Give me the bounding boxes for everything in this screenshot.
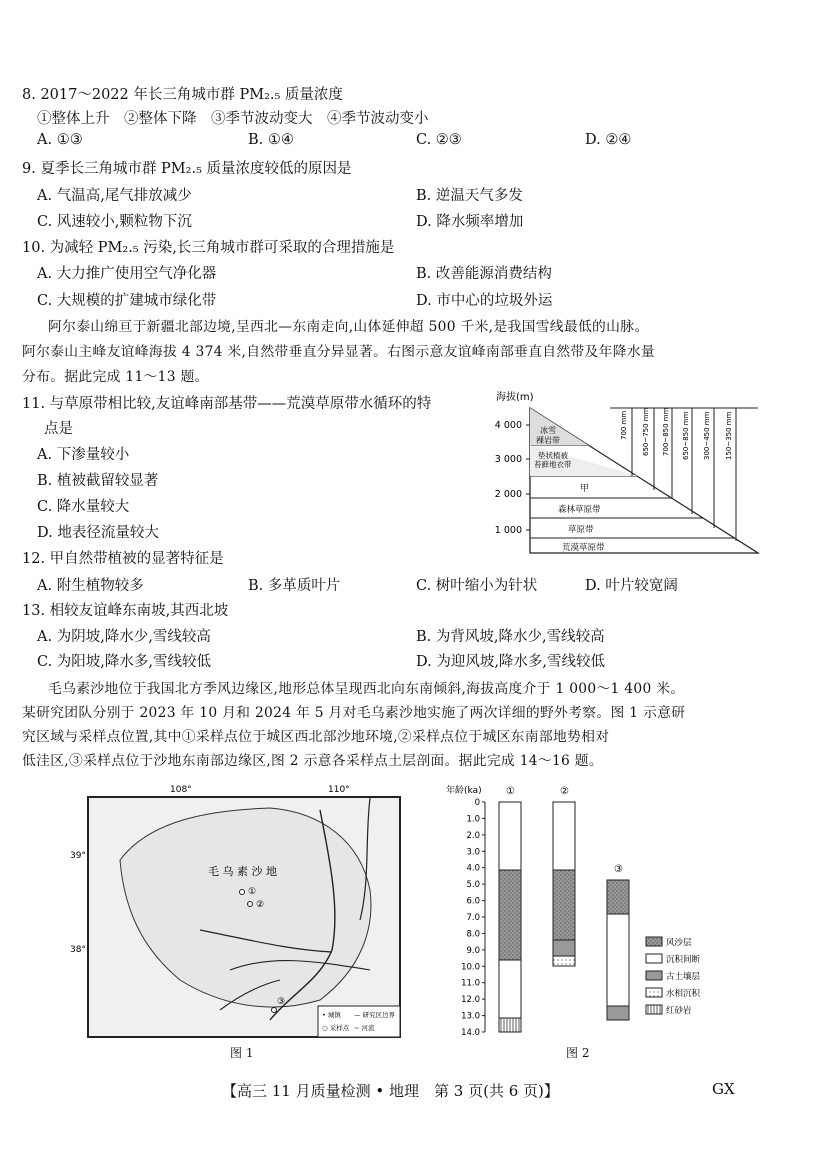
legend-sand: 风沙层 [666,938,692,948]
zone-cushion-l2: 苔藓地衣带 [534,460,572,469]
altitude-ylabel: 海拔(m) [496,392,534,403]
zone-cushion [534,450,572,469]
q8-option-a: A. ①③ [37,132,83,148]
lat-38: 38° [70,945,86,955]
column-1-red-sandstone [499,1018,521,1032]
sample-label-3: ③ [277,997,286,1007]
column-3-paleosol [607,1006,629,1020]
legend-sample: ○ 采样点 [322,1024,350,1032]
altitude-tick-1000: 1 000 [494,525,522,536]
lon-110: 110° [328,785,350,795]
q10-option-c: C. 大规模的扩建城市绿化带 [37,293,217,309]
column-label-2: ② [560,786,569,797]
q12-option-a: A. 附生植物较多 [37,578,144,594]
altitude-tick-2000: 2 000 [494,489,522,500]
zone-desert-steppe: 荒漠草原带 [562,543,605,553]
q8-option-c: C. ②③ [416,132,462,148]
q13-option-b: B. 为背风坡,降水少,雪线较高 [416,629,605,645]
q12-option-c: C. 树叶缩小为针状 [416,578,538,594]
profile-tick-label: 6.0 [466,896,480,907]
column-label-3: ③ [614,864,623,875]
altitude-zone-figure [460,388,760,563]
q11-option-b: B. 植被截留较显著 [37,473,159,489]
profile-tick-label: 4.0 [466,863,480,874]
sample-point-1 [240,890,245,895]
q9-option-c: C. 风速较小,颗粒物下沉 [37,214,192,230]
q8-option-d: D. ②④ [585,132,632,148]
profile-tick-label: 13.0 [461,1011,480,1022]
zone-forest-steppe: 森林草原带 [558,505,601,515]
q11-option-c: C. 降水量较大 [37,499,130,515]
precip-6: 150~350 mm [725,411,733,460]
passage2-line4: 低洼区,③采样点位于沙地东南部边缘区,图 2 示意各采样点土层剖面。据此完成 14～16 题。 [22,753,603,769]
precip-1: 700 mm [620,410,628,440]
zone-cushion-l1: 垫状植被 [538,451,568,460]
legend-paleosol: 古土壤层 [666,972,701,982]
q13-stem: 13. 相较友谊峰东南坡,其西北坡 [22,603,229,619]
fig1-caption: 图 1 [230,1046,254,1060]
precip-3: 700~850 mm [662,407,670,456]
q8-option-b: B. ①④ [248,132,294,148]
passage1-line2: 阿尔泰山主峰友谊峰海拔 4 374 米,自然带垂直分异显著。右图示意友谊峰南部垂直自然带及年降水量 [22,344,656,360]
column-2-sand-layer [553,870,575,940]
q10-stem: 10. 为减轻 PM₂.₅ 污染,长三角城市群可采取的合理措施是 [22,240,395,256]
precip-5: 300~450 mm [703,411,711,460]
q11-stem-line2: 点是 [44,421,73,437]
altitude-tick-3000: 3 000 [494,454,522,465]
legend-paleosol-swatch [646,971,662,980]
legend-town: • 城镇 [322,1011,341,1019]
q13-option-d: D. 为迎风坡,降水多,雪线较低 [416,654,606,670]
q8-stem: 8. 2017～2022 年长三角城市群 PM₂.₅ 质量浓度 [22,87,343,103]
column-3-sand-layer [607,880,629,914]
passage2-line2: 某研究团队分别于 2023 年 10 月和 2024 年 5 月对毛乌素沙地实施了两次详细的野外考察。图 1 示意研 [22,705,686,721]
legend-water-swatch [646,988,662,997]
passage1-line3: 分布。据此完成 11～13 题。 [22,369,209,385]
footer-right: GX [712,1080,735,1098]
q12-option-d: D. 叶片较宽阔 [585,578,678,594]
column-1-sand-layer [499,870,521,960]
q9-option-a: A. 气温高,尾气排放减少 [37,188,192,204]
lat-39: 39° [70,851,86,861]
legend-boundary: — 研究区边界 [354,1011,396,1019]
q10-option-a: A. 大力推广使用空气净化器 [37,266,217,282]
q11-option-d: D. 地表径流量较大 [37,525,159,541]
fig2-caption: 图 2 [566,1046,590,1060]
q11-stem-line1: 11. 与草原带相比较,友谊峰南部基带——荒漠草原带水循环的特 [22,396,432,412]
q12-option-b: B. 多革质叶片 [248,578,341,594]
legend-gap: 沉积间断 [666,955,701,965]
sample-label-1: ① [248,887,257,897]
column-label-1: ① [506,786,515,797]
passage2-line3: 究区域与采样点位置,其中①采样点位于城区西北部沙地环境,②采样点位于城区东南部地势相对 [22,729,610,745]
legend-red-swatch [646,1005,662,1014]
region-name: 毛 乌 素 沙 地 [208,865,277,878]
sample-point-3 [272,1008,277,1013]
profile-ylabel: 年龄(ka) [446,786,482,796]
q10-option-b: B. 改善能源消费结构 [416,266,552,282]
passage2-line1: 毛乌素沙地位于我国北方季风边缘区,地形总体呈现西北向东南倾斜,海拔高度介于 1 000～1 400 米。 [48,681,685,697]
q11-option-a: A. 下渗量较小 [37,447,130,463]
legend-water: 水相沉积 [666,989,701,999]
profile-tick-label: 11.0 [461,978,480,989]
precip-4: 650~850 mm [682,411,690,460]
profile-tick-label: 0 [474,798,480,808]
q13-option-a: A. 为阴坡,降水少,雪线较高 [37,629,211,645]
profile-tick-label: 3.0 [466,847,480,858]
profile-tick-label: 2.0 [466,830,480,841]
zone-jia: 甲 [580,484,590,494]
profile-tick-label: 8.0 [466,929,480,940]
passage1-line1: 阿尔泰山绵亘于新疆北部边境,呈西北—东南走向,山体延伸超 500 千米,是我国雪线最低的山脉。 [48,319,649,335]
sample-label-2: ② [256,900,265,910]
q10-option-d: D. 市中心的垃圾外运 [416,293,553,309]
zone-snow-l2: 裸岩带 [536,436,560,445]
legend-sand-swatch [646,937,662,946]
sample-point-2 [248,902,253,907]
footer-center: 【高三 11 月质量检测 • 地理 第 3 页(共 6 页)】 [222,1082,559,1100]
column-2-water-deposit [553,956,575,966]
profile-tick-label: 14.0 [461,1028,480,1038]
zone-snow-l1: 冰雪 [540,426,556,435]
q9-option-b: B. 逆温天气多发 [416,188,523,204]
profile-tick-label: 5.0 [466,880,480,891]
profile-tick-label: 10.0 [461,962,480,973]
profile-tick-label: 9.0 [466,945,480,956]
profile-figure [440,782,730,1044]
legend-red: 红砂岩 [666,1006,692,1016]
map-figure [70,780,410,1050]
lon-108: 108° [170,785,192,795]
legend-gap-swatch [646,954,662,963]
altitude-tick-4000: 4 000 [494,420,522,431]
profile-tick-label: 1.0 [466,814,480,825]
legend-river: ~ 河流 [354,1024,375,1032]
precip-2: 650~750 mm [642,407,650,456]
q8-statements: ①整体上升 ②整体下降 ③季节波动变大 ④季节波动变小 [37,111,429,127]
q12-stem: 12. 甲自然带植被的显著特征是 [22,551,224,567]
profile-tick-label: 7.0 [466,913,480,923]
q13-option-c: C. 为阳坡,降水多,雪线较低 [37,654,212,670]
column-2-paleosol [553,940,575,956]
zone-steppe: 草原带 [568,525,594,535]
profile-tick-label: 12.0 [461,995,480,1006]
q9-option-d: D. 降水频率增加 [416,214,524,230]
q9-stem: 9. 夏季长三角城市群 PM₂.₅ 质量浓度较低的原因是 [22,161,352,177]
profile-ticks [461,798,485,1038]
